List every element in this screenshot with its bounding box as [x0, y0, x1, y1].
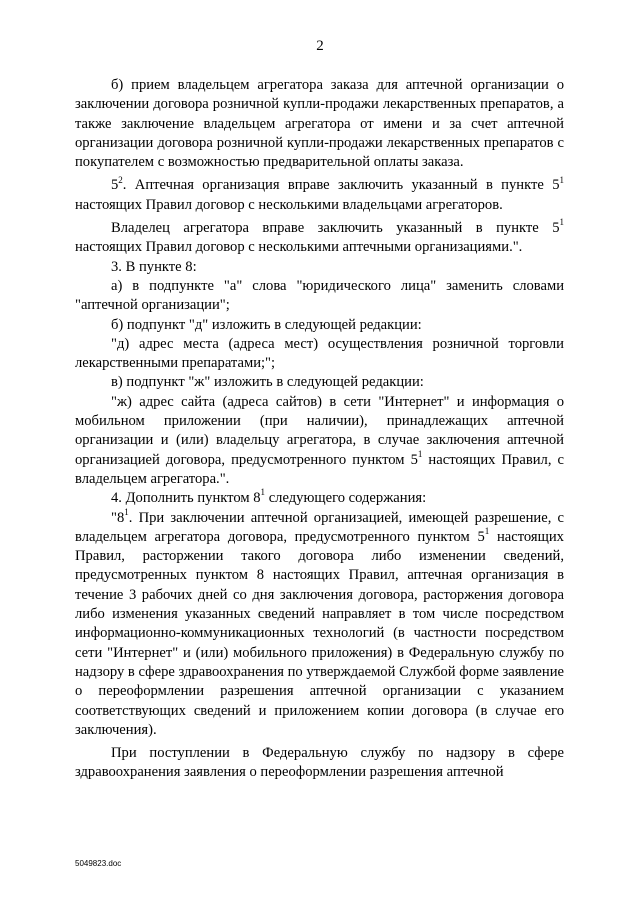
paragraph-1b: б) прием владельцем агрегатора заказа для аптечной организации о заключении договора розничной купли-продажи лекарственных препаратов, а также заключение владельцем агрегатора от имени и за счет аптечной организации договора розничной купли-продажи лекарственных препаратов с покупателем с возможностью предварительной оплаты заказа.: [75, 77, 564, 171]
paragraph-3b: б) подпункт "д" изложить в следующей редакции:: [111, 316, 422, 333]
paragraph-item-4: 4. Дополнить пунктом $8^1$ следующего содержания:: [111, 487, 427, 507]
document-body: [75, 76, 564, 783]
footer-filename: 5049823.doc: [75, 859, 122, 868]
paragraph-3v-text: "ж) адрес сайта (адреса сайтов) в сети "Интернет" и информация о мобильном приложении (при наличии), принадлежащих аптечной организации и (или) владельцу агрегатора, в случае заключения аптечной организацией договора, предусмотренного пунктом $5^1$ настоящих Правил, с владельцем агрегатора.".: [75, 393, 565, 487]
paragraph-item-3: 3. В пункте 8:: [111, 258, 197, 275]
paragraph-8-1: "$8^1$. При заключении аптечной организацией, имеющей разрешение, с владельцем агрегатора договора, предусмотренного пунктом $5^1$ настоящих Правил, расторжении такого договора либо изменении сведений, предусмотренных пунктом 8 настоящих Правил, аптечная организация в течение 3 рабочих дней со дня заключения договора, расторжения договора либо изменения указанных сведений направляет в том числе посредством информационно-коммуникационных технологий (в частности посредством сети "Интернет" и (или) мобильного приложения) в Федеральную службу по надзору в сфере здравоохранения по утверждаемой Службой форме заявление о переоформлении разрешения аптечной организации с указанием соответствующих сведений и приложением копии договора (в случае его заключения).: [75, 506, 564, 738]
paragraph-3v: в) подпункт "ж" изложить в следующей редакции:: [111, 374, 424, 391]
paragraph-3b-text: "д) адрес места (адреса мест) осуществления розничной торговли лекарственными препаратами;";: [75, 335, 564, 372]
paragraph-5-2: $5^2$. Аптечная организация вправе заключить указанный в пункте $5^1$ настоящих Правил договор с несколькими владельцами агрегаторов.: [75, 174, 564, 213]
page-number: 2: [316, 38, 324, 54]
paragraph-3a: а) в подпункте "а" слова "юридического лица" заменить словами "аптечной организации";: [75, 277, 564, 314]
paragraph-receipt: При поступлении в Федеральную службу по надзору в сфере здравоохранения заявления о переоформлении разрешения аптечной: [75, 745, 564, 781]
paragraph-aggregator-owner: Владелец агрегатора вправе заключить указанный в пункте $5^1$ настоящих Правил договор с несколькими аптечными организациями.".: [75, 217, 564, 256]
